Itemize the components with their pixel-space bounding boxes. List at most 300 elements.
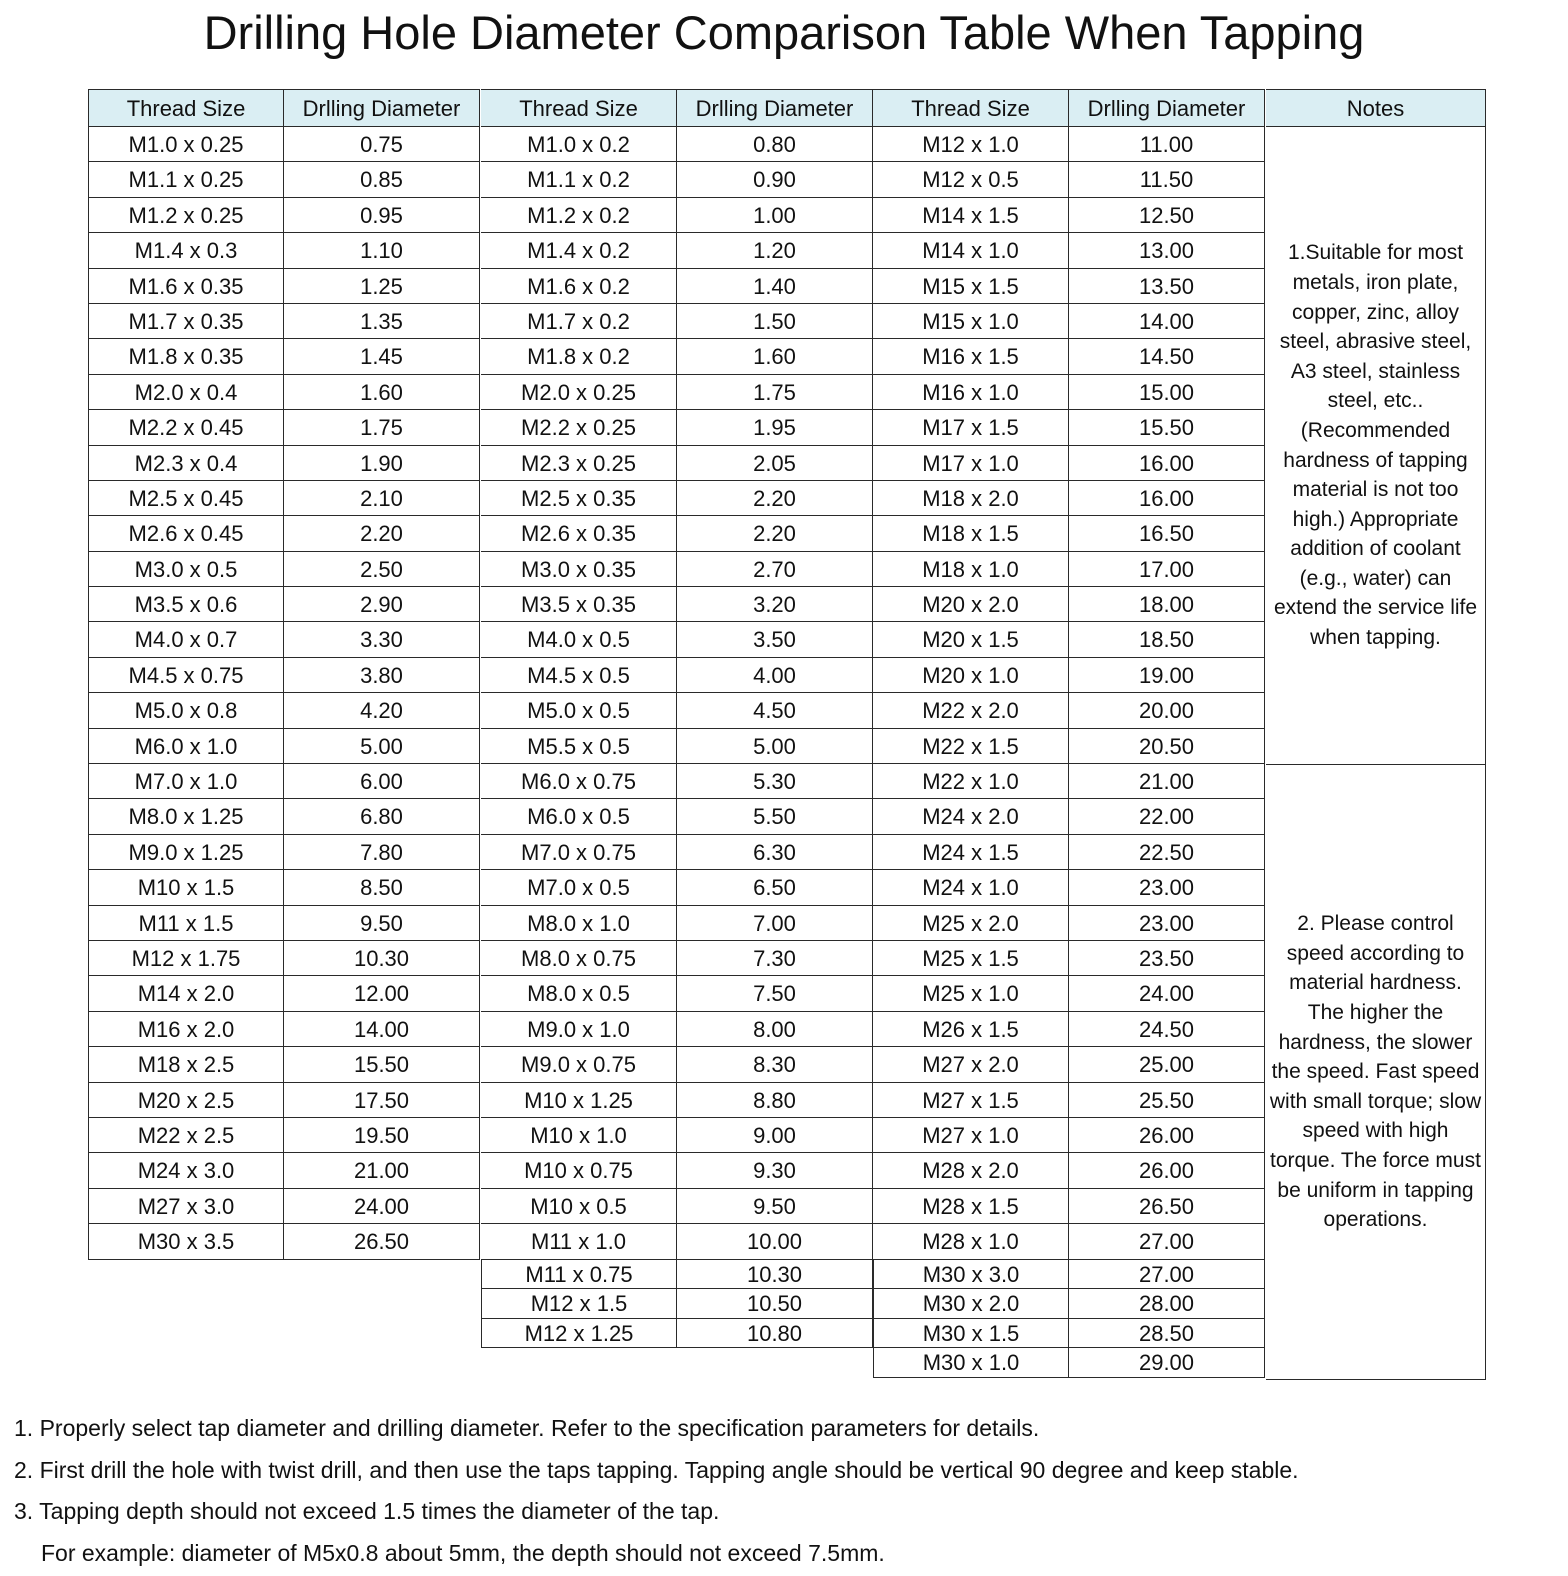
table-group-1 <box>88 89 480 1260</box>
thread-size-cell: M25 x 2.0 <box>873 906 1069 941</box>
table-row <box>873 1118 1265 1153</box>
drilling-diameter-cell: 12.50 <box>1069 198 1265 233</box>
table-row <box>88 481 480 516</box>
thread-size-cell: M25 x 1.0 <box>873 976 1069 1011</box>
table-row <box>88 693 480 728</box>
table-group-3 <box>873 89 1265 1378</box>
notes-column <box>1266 89 1486 1380</box>
thread-size-cell: M1.7 x 0.35 <box>88 304 284 339</box>
drilling-diameter-cell: 1.50 <box>677 304 873 339</box>
table-row <box>873 906 1265 941</box>
drilling-diameter-cell: 19.50 <box>284 1118 480 1153</box>
table-row <box>873 587 1265 622</box>
table-row <box>873 1319 1265 1349</box>
drilling-diameter-cell: 2.20 <box>677 481 873 516</box>
table-row <box>873 729 1265 764</box>
thread-size-cell: M24 x 3.0 <box>88 1153 284 1188</box>
thread-size-cell: M30 x 3.0 <box>873 1260 1069 1290</box>
thread-size-cell: M12 x 1.0 <box>873 127 1069 162</box>
thread-size-cell: M18 x 1.0 <box>873 552 1069 587</box>
thread-size-cell: M14 x 1.0 <box>873 233 1069 268</box>
table-row <box>873 1224 1265 1259</box>
drilling-diameter-cell: 11.00 <box>1069 127 1265 162</box>
thread-size-cell: M9.0 x 1.25 <box>88 835 284 870</box>
table-row <box>88 552 480 587</box>
drilling-diameter-cell: 16.50 <box>1069 516 1265 551</box>
thread-size-cell: M8.0 x 0.75 <box>481 941 677 976</box>
table-row <box>88 587 480 622</box>
drilling-diameter-cell: 2.90 <box>284 587 480 622</box>
thread-size-cell: M4.5 x 0.75 <box>88 658 284 693</box>
thread-size-cell: M1.6 x 0.35 <box>88 269 284 304</box>
table-row <box>88 622 480 657</box>
table-row <box>481 198 873 233</box>
drilling-diameter-cell: 2.05 <box>677 446 873 481</box>
thread-size-cell: M4.0 x 0.5 <box>481 622 677 657</box>
drilling-diameter-cell: 7.80 <box>284 835 480 870</box>
drilling-diameter-cell: 1.20 <box>677 233 873 268</box>
header-row <box>481 89 873 127</box>
thread-size-cell: M1.8 x 0.35 <box>88 339 284 374</box>
table-row <box>88 1189 480 1224</box>
table-row <box>88 233 480 268</box>
drilling-diameter-cell: 6.80 <box>284 799 480 834</box>
drilling-diameter-cell: 1.60 <box>677 339 873 374</box>
table-row <box>481 1289 873 1319</box>
table-row <box>873 693 1265 728</box>
instruction-line-3: 3. Tapping depth should not exceed 1.5 times the diameter of the tap. <box>14 1493 1299 1535</box>
table-row <box>481 870 873 905</box>
thread-size-cell: M11 x 1.5 <box>88 906 284 941</box>
thread-size-cell: M1.1 x 0.2 <box>481 162 677 197</box>
table-row <box>873 1047 1265 1082</box>
drilling-diameter-cell: 0.75 <box>284 127 480 162</box>
table-row <box>88 835 480 870</box>
drilling-diameter-cell: 22.50 <box>1069 835 1265 870</box>
thread-size-cell: M2.0 x 0.4 <box>88 375 284 410</box>
thread-size-cell: M1.0 x 0.25 <box>88 127 284 162</box>
drilling-diameter-header: Drlling Diameter <box>1069 89 1265 127</box>
drilling-diameter-cell: 2.20 <box>677 516 873 551</box>
thread-size-cell: M30 x 2.0 <box>873 1289 1069 1319</box>
drilling-diameter-cell: 7.50 <box>677 976 873 1011</box>
thread-size-cell: M7.0 x 0.5 <box>481 870 677 905</box>
table-row <box>481 693 873 728</box>
table-row <box>481 835 873 870</box>
drilling-diameter-cell: 26.00 <box>1069 1153 1265 1188</box>
drilling-diameter-cell: 8.30 <box>677 1047 873 1082</box>
drilling-diameter-cell: 28.50 <box>1069 1319 1265 1349</box>
thread-size-cell: M16 x 1.5 <box>873 339 1069 374</box>
drilling-diameter-cell: 1.75 <box>284 410 480 445</box>
table-row <box>88 269 480 304</box>
drilling-diameter-cell: 3.20 <box>677 587 873 622</box>
instruction-line-1: 1. Properly select tap diameter and drilling diameter. Refer to the specification parameters for details. <box>14 1410 1299 1452</box>
thread-size-cell: M3.5 x 0.6 <box>88 587 284 622</box>
table-row <box>481 1319 873 1349</box>
table-row <box>481 1260 873 1290</box>
thread-size-cell: M6.0 x 0.5 <box>481 799 677 834</box>
drilling-diameter-cell: 6.50 <box>677 870 873 905</box>
thread-size-cell: M2.2 x 0.25 <box>481 410 677 445</box>
table-row <box>873 162 1265 197</box>
table-row <box>481 587 873 622</box>
drilling-diameter-cell: 27.00 <box>1069 1260 1265 1290</box>
thread-size-cell: M25 x 1.5 <box>873 941 1069 976</box>
drilling-diameter-cell: 1.25 <box>284 269 480 304</box>
thread-size-cell: M9.0 x 0.75 <box>481 1047 677 1082</box>
table-row <box>481 233 873 268</box>
thread-size-cell: M2.3 x 0.25 <box>481 446 677 481</box>
table-row <box>88 1153 480 1188</box>
drilling-diameter-cell: 3.30 <box>284 622 480 657</box>
table-row <box>873 870 1265 905</box>
drilling-diameter-cell: 0.80 <box>677 127 873 162</box>
thread-size-cell: M15 x 1.0 <box>873 304 1069 339</box>
drilling-diameter-cell: 2.70 <box>677 552 873 587</box>
thread-size-cell: M5.0 x 0.8 <box>88 693 284 728</box>
table-row <box>873 622 1265 657</box>
note-1 <box>1266 127 1486 765</box>
thread-size-cell: M3.0 x 0.35 <box>481 552 677 587</box>
header-row <box>873 89 1265 127</box>
table-row <box>481 1012 873 1047</box>
table-row <box>481 516 873 551</box>
thread-size-cell: M6.0 x 1.0 <box>88 729 284 764</box>
thread-size-cell: M2.5 x 0.35 <box>481 481 677 516</box>
thread-size-cell: M28 x 2.0 <box>873 1153 1069 1188</box>
drilling-diameter-cell: 29.00 <box>1069 1348 1265 1378</box>
thread-size-cell: M20 x 1.0 <box>873 658 1069 693</box>
table-row <box>481 1153 873 1188</box>
thread-size-cell: M12 x 1.5 <box>481 1289 677 1319</box>
drilling-diameter-cell: 20.00 <box>1069 693 1265 728</box>
drilling-diameter-cell: 7.00 <box>677 906 873 941</box>
thread-size-cell: M4.5 x 0.5 <box>481 658 677 693</box>
table-row <box>88 1047 480 1082</box>
thread-size-cell: M22 x 1.0 <box>873 764 1069 799</box>
thread-size-cell: M28 x 1.0 <box>873 1224 1069 1259</box>
thread-size-cell: M18 x 2.0 <box>873 481 1069 516</box>
note-1-text: 1.Suitable for most metals, iron plate, copper, zinc, alloy steel, abrasive steel, A3 steel, stainless steel, etc..(Recommended hardness of tapping material is not too high.) Appropriate addition of coolant (e.g., water) can extend the service life when tapping. <box>1269 238 1482 652</box>
thread-size-cell: M27 x 2.0 <box>873 1047 1069 1082</box>
table-row <box>873 941 1265 976</box>
table-row <box>88 658 480 693</box>
table-row <box>88 799 480 834</box>
table-row <box>481 304 873 339</box>
table-row <box>88 870 480 905</box>
drilling-diameter-cell: 9.00 <box>677 1118 873 1153</box>
thread-size-cell: M8.0 x 1.25 <box>88 799 284 834</box>
table-row <box>88 410 480 445</box>
thread-size-cell: M22 x 2.5 <box>88 1118 284 1153</box>
table-row <box>481 375 873 410</box>
drilling-diameter-cell: 21.00 <box>284 1153 480 1188</box>
thread-size-cell: M26 x 1.5 <box>873 1012 1069 1047</box>
table-row <box>873 1189 1265 1224</box>
thread-size-cell: M5.5 x 0.5 <box>481 729 677 764</box>
drilling-diameter-cell: 8.00 <box>677 1012 873 1047</box>
drilling-diameter-cell: 10.80 <box>677 1319 873 1349</box>
thread-size-cell: M30 x 3.5 <box>88 1224 284 1259</box>
thread-size-cell: M10 x 0.75 <box>481 1153 677 1188</box>
table-row <box>873 481 1265 516</box>
table-row <box>481 162 873 197</box>
notes-header: Notes <box>1266 89 1486 127</box>
drilling-diameter-cell: 23.00 <box>1069 906 1265 941</box>
table-row <box>873 375 1265 410</box>
drilling-diameter-cell: 15.50 <box>284 1047 480 1082</box>
table-row <box>481 446 873 481</box>
thread-size-cell: M11 x 1.0 <box>481 1224 677 1259</box>
table-row <box>873 552 1265 587</box>
table-row <box>873 1260 1265 1290</box>
thread-size-cell: M24 x 2.0 <box>873 799 1069 834</box>
table-row <box>88 304 480 339</box>
drilling-diameter-cell: 15.00 <box>1069 375 1265 410</box>
drilling-diameter-cell: 24.50 <box>1069 1012 1265 1047</box>
drilling-diameter-cell: 24.00 <box>1069 976 1265 1011</box>
thread-size-cell: M8.0 x 0.5 <box>481 976 677 1011</box>
header-row <box>88 89 480 127</box>
drilling-diameter-cell: 1.90 <box>284 446 480 481</box>
thread-size-cell: M4.0 x 0.7 <box>88 622 284 657</box>
instruction-line-2: 2. First drill the hole with twist drill, and then use the taps tapping. Tapping angle should be vertical 90 degree and keep stable. <box>14 1452 1299 1494</box>
thread-size-cell: M12 x 0.5 <box>873 162 1069 197</box>
drilling-diameter-cell: 5.30 <box>677 764 873 799</box>
thread-size-cell: M18 x 2.5 <box>88 1047 284 1082</box>
drilling-diameter-cell: 23.00 <box>1069 870 1265 905</box>
drilling-diameter-cell: 3.80 <box>284 658 480 693</box>
thread-size-cell: M1.6 x 0.2 <box>481 269 677 304</box>
drilling-diameter-cell: 5.00 <box>284 729 480 764</box>
thread-size-cell: M30 x 1.0 <box>873 1348 1069 1378</box>
drilling-diameter-cell: 21.00 <box>1069 764 1265 799</box>
drilling-diameter-cell: 19.00 <box>1069 658 1265 693</box>
table-row <box>873 446 1265 481</box>
note-2-text: 2. Please control speed according to material hardness. The higher the hardness, the slower the speed. Fast speed with small torque; slow speed with high torque. The force must be uniform in tapping operations. <box>1269 909 1482 1235</box>
drilling-diameter-cell: 28.00 <box>1069 1289 1265 1319</box>
thread-size-cell: M16 x 1.0 <box>873 375 1069 410</box>
thread-size-cell: M1.0 x 0.2 <box>481 127 677 162</box>
table-row <box>481 1047 873 1082</box>
drilling-diameter-cell: 1.00 <box>677 198 873 233</box>
drilling-diameter-cell: 1.35 <box>284 304 480 339</box>
drilling-diameter-cell: 14.50 <box>1069 339 1265 374</box>
thread-size-cell: M3.5 x 0.35 <box>481 587 677 622</box>
table-row <box>88 127 480 162</box>
drilling-diameter-cell: 4.50 <box>677 693 873 728</box>
thread-size-cell: M20 x 2.0 <box>873 587 1069 622</box>
thread-size-cell: M9.0 x 1.0 <box>481 1012 677 1047</box>
thread-size-cell: M2.5 x 0.45 <box>88 481 284 516</box>
thread-size-cell: M1.2 x 0.25 <box>88 198 284 233</box>
drilling-diameter-cell: 5.00 <box>677 729 873 764</box>
instruction-example: For example: diameter of M5x0.8 about 5mm, the depth should not exceed 7.5mm. <box>14 1535 1299 1576</box>
table-row <box>481 729 873 764</box>
drilling-diameter-cell: 17.00 <box>1069 552 1265 587</box>
table-group-2 <box>481 89 873 1348</box>
table-row <box>481 658 873 693</box>
table-row <box>481 976 873 1011</box>
drilling-diameter-cell: 13.00 <box>1069 233 1265 268</box>
table-row <box>481 552 873 587</box>
table-row <box>88 446 480 481</box>
thread-size-cell: M17 x 1.5 <box>873 410 1069 445</box>
drilling-diameter-cell: 2.10 <box>284 481 480 516</box>
thread-size-cell: M27 x 1.0 <box>873 1118 1069 1153</box>
table-row <box>873 198 1265 233</box>
drilling-diameter-cell: 18.50 <box>1069 622 1265 657</box>
thread-size-cell: M1.7 x 0.2 <box>481 304 677 339</box>
table-row <box>873 1012 1265 1047</box>
thread-size-cell: M14 x 1.5 <box>873 198 1069 233</box>
table-row <box>481 906 873 941</box>
table-row <box>481 1224 873 1259</box>
drilling-diameter-cell: 10.30 <box>677 1260 873 1290</box>
table-row <box>88 162 480 197</box>
thread-size-cell: M2.2 x 0.45 <box>88 410 284 445</box>
drilling-diameter-cell: 1.10 <box>284 233 480 268</box>
drilling-diameter-cell: 14.00 <box>1069 304 1265 339</box>
table-row <box>873 976 1265 1011</box>
table-row <box>88 516 480 551</box>
table-row <box>481 410 873 445</box>
thread-size-cell: M1.8 x 0.2 <box>481 339 677 374</box>
table-row <box>88 941 480 976</box>
drilling-diameter-cell: 5.50 <box>677 799 873 834</box>
drilling-diameter-cell: 6.30 <box>677 835 873 870</box>
drilling-diameter-cell: 1.75 <box>677 375 873 410</box>
drilling-diameter-cell: 25.00 <box>1069 1047 1265 1082</box>
table-row <box>88 906 480 941</box>
thread-size-cell: M2.0 x 0.25 <box>481 375 677 410</box>
thread-size-cell: M11 x 0.75 <box>481 1260 677 1290</box>
drilling-diameter-cell: 23.50 <box>1069 941 1265 976</box>
thread-size-cell: M24 x 1.0 <box>873 870 1069 905</box>
thread-size-cell: M28 x 1.5 <box>873 1189 1069 1224</box>
drilling-diameter-cell: 11.50 <box>1069 162 1265 197</box>
thread-size-cell: M24 x 1.5 <box>873 835 1069 870</box>
table-row <box>873 1083 1265 1118</box>
table-row <box>481 799 873 834</box>
page-title: Drilling Hole Diameter Comparison Table When Tapping <box>0 4 1568 62</box>
drilling-diameter-cell: 22.00 <box>1069 799 1265 834</box>
table-row <box>481 269 873 304</box>
drilling-diameter-cell: 6.00 <box>284 764 480 799</box>
drilling-diameter-cell: 10.30 <box>284 941 480 976</box>
thread-size-cell: M10 x 1.0 <box>481 1118 677 1153</box>
thread-size-cell: M7.0 x 1.0 <box>88 764 284 799</box>
table-row <box>481 1083 873 1118</box>
drilling-diameter-cell: 7.30 <box>677 941 873 976</box>
table-row <box>873 516 1265 551</box>
table-row <box>88 1224 480 1259</box>
table-row <box>88 1118 480 1153</box>
table-row <box>873 269 1265 304</box>
table-row <box>88 339 480 374</box>
thread-size-cell: M2.3 x 0.4 <box>88 446 284 481</box>
table-row <box>481 339 873 374</box>
table-row <box>481 481 873 516</box>
drilling-diameter-cell: 17.50 <box>284 1083 480 1118</box>
drilling-diameter-cell: 9.50 <box>677 1189 873 1224</box>
thread-size-cell: M5.0 x 0.5 <box>481 693 677 728</box>
table-row <box>873 835 1265 870</box>
table-row <box>88 976 480 1011</box>
drilling-diameter-cell: 26.50 <box>284 1224 480 1259</box>
thread-size-header: Thread Size <box>481 89 677 127</box>
drilling-diameter-cell: 24.00 <box>284 1189 480 1224</box>
table-row <box>873 410 1265 445</box>
drilling-diameter-cell: 10.00 <box>677 1224 873 1259</box>
thread-size-cell: M6.0 x 0.75 <box>481 764 677 799</box>
drilling-diameter-cell: 4.20 <box>284 693 480 728</box>
table-row <box>481 764 873 799</box>
table-row <box>873 339 1265 374</box>
table-row <box>873 658 1265 693</box>
table-row <box>88 198 480 233</box>
drilling-diameter-cell: 8.80 <box>677 1083 873 1118</box>
note-2 <box>1266 765 1486 1380</box>
thread-size-cell: M2.6 x 0.45 <box>88 516 284 551</box>
table-row <box>873 127 1265 162</box>
thread-size-cell: M30 x 1.5 <box>873 1319 1069 1349</box>
drilling-diameter-cell: 3.50 <box>677 622 873 657</box>
table-row <box>88 1012 480 1047</box>
drilling-diameter-cell: 9.30 <box>677 1153 873 1188</box>
table-row <box>873 1289 1265 1319</box>
drilling-diameter-cell: 18.00 <box>1069 587 1265 622</box>
thread-size-cell: M10 x 1.25 <box>481 1083 677 1118</box>
drilling-diameter-cell: 16.00 <box>1069 446 1265 481</box>
drilling-diameter-cell: 1.45 <box>284 339 480 374</box>
table-row <box>873 764 1265 799</box>
table-row <box>873 799 1265 834</box>
table-row <box>88 1083 480 1118</box>
thread-size-cell: M1.4 x 0.3 <box>88 233 284 268</box>
drilling-diameter-cell: 10.50 <box>677 1289 873 1319</box>
instructions <box>14 1410 1299 1576</box>
thread-size-cell: M10 x 1.5 <box>88 870 284 905</box>
table-row <box>481 941 873 976</box>
thread-size-cell: M18 x 1.5 <box>873 516 1069 551</box>
drilling-diameter-header: Drlling Diameter <box>284 89 480 127</box>
thread-size-cell: M22 x 2.0 <box>873 693 1069 728</box>
table-row <box>873 1153 1265 1188</box>
thread-size-cell: M8.0 x 1.0 <box>481 906 677 941</box>
thread-size-cell: M27 x 1.5 <box>873 1083 1069 1118</box>
thread-size-cell: M14 x 2.0 <box>88 976 284 1011</box>
drilling-diameter-cell: 1.60 <box>284 375 480 410</box>
drilling-diameter-cell: 25.50 <box>1069 1083 1265 1118</box>
thread-size-cell: M2.6 x 0.35 <box>481 516 677 551</box>
thread-size-cell: M20 x 2.5 <box>88 1083 284 1118</box>
drilling-diameter-cell: 26.00 <box>1069 1118 1265 1153</box>
thread-size-cell: M22 x 1.5 <box>873 729 1069 764</box>
table-row <box>88 764 480 799</box>
drilling-diameter-cell: 8.50 <box>284 870 480 905</box>
thread-size-cell: M1.2 x 0.2 <box>481 198 677 233</box>
thread-size-cell: M1.1 x 0.25 <box>88 162 284 197</box>
drilling-diameter-cell: 0.90 <box>677 162 873 197</box>
drilling-diameter-cell: 4.00 <box>677 658 873 693</box>
table-row <box>481 127 873 162</box>
table-row <box>873 1348 1265 1378</box>
thread-size-cell: M10 x 0.5 <box>481 1189 677 1224</box>
table-row <box>873 233 1265 268</box>
drilling-diameter-cell: 0.85 <box>284 162 480 197</box>
